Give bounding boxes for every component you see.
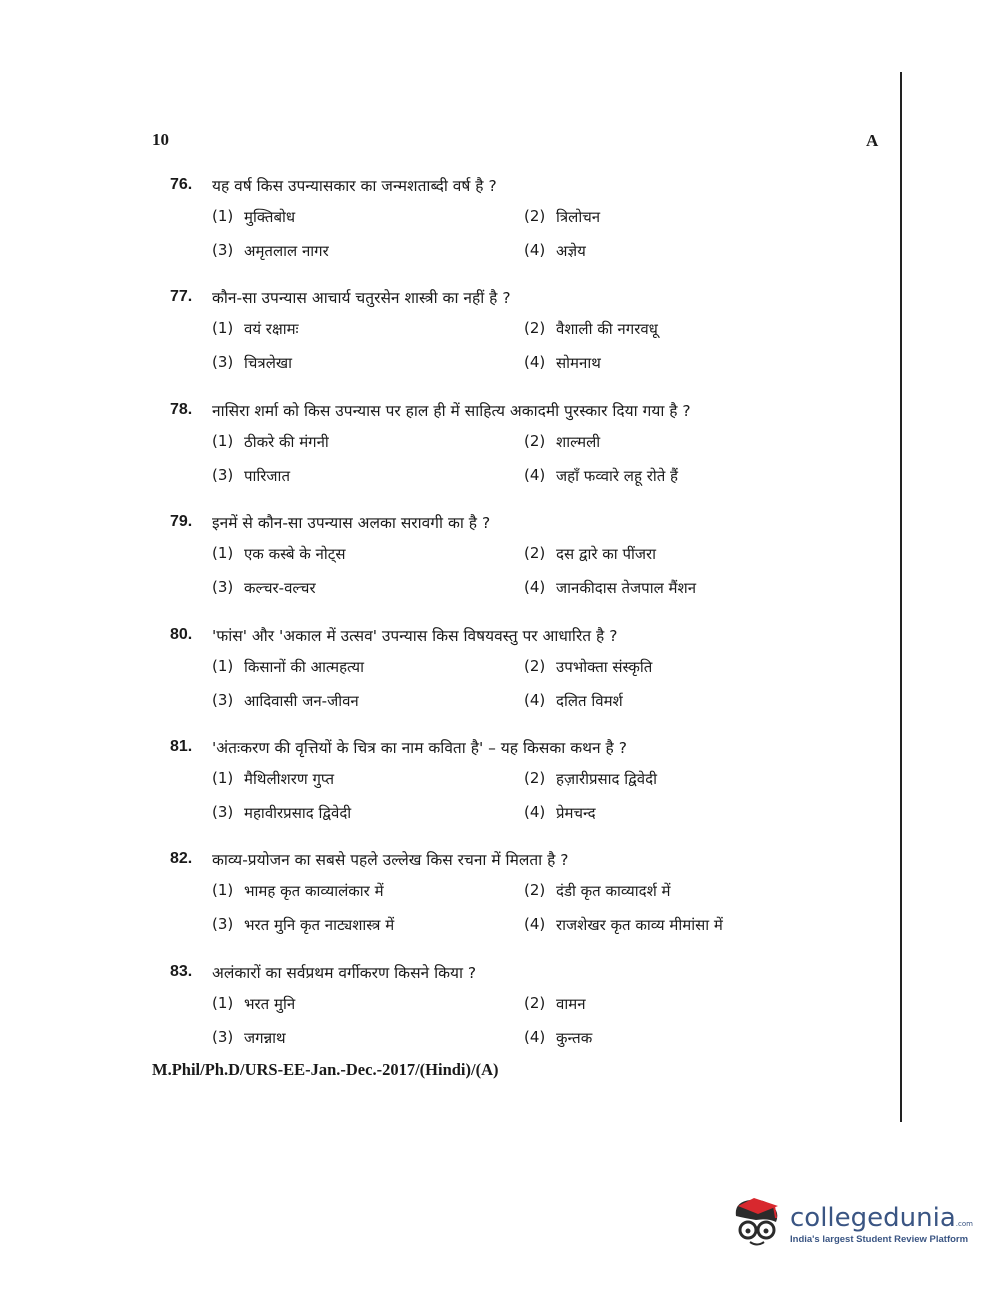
option-number: (4) xyxy=(524,1027,546,1046)
option xyxy=(524,319,658,339)
question-text: यह वर्ष किस उपन्यासकार का जन्मशताब्दी वर्ष है ? xyxy=(212,177,497,195)
option-text: वामन xyxy=(556,994,586,1013)
option-text: किसानों की आत्महत्या xyxy=(244,657,364,676)
option-text: वयं रक्षामः xyxy=(244,320,299,339)
option-text: त्रिलोचन xyxy=(556,208,601,226)
option xyxy=(212,319,524,339)
option-number: (4) xyxy=(524,915,546,934)
question-number: 79. xyxy=(170,513,193,531)
option-text: पारिजात xyxy=(244,466,290,485)
option-text: उपभोक्ता संस्कृति xyxy=(556,657,653,676)
question-text: इनमें से कौन-सा उपन्यास अलका सरावगी का है ? xyxy=(212,514,491,533)
option xyxy=(212,915,524,935)
option xyxy=(212,657,524,677)
option xyxy=(212,994,524,1014)
option-text: दस द्वारे का पींजरा xyxy=(556,545,657,564)
question-item xyxy=(170,844,870,956)
option-number: (3) xyxy=(212,915,234,934)
option-number: (1) xyxy=(212,319,234,338)
option xyxy=(524,578,696,598)
question-item xyxy=(170,170,870,282)
option-text: दलित विमर्श xyxy=(556,691,623,710)
option-text: भामह कृत काव्यालंकार में xyxy=(244,882,384,901)
option xyxy=(524,241,586,261)
option xyxy=(524,915,723,935)
option xyxy=(524,432,600,452)
option-number: (2) xyxy=(524,881,546,900)
paper-code: M.Phil/Ph.D/URS-EE-Jan.-Dec.-2017/(Hindi)/(A) xyxy=(152,1060,499,1079)
brand-name: collegedunia xyxy=(790,1202,956,1233)
option-number: (1) xyxy=(212,544,234,563)
option xyxy=(212,241,524,261)
option xyxy=(212,881,524,901)
margin-rule xyxy=(900,72,902,1122)
option-number: (2) xyxy=(524,319,546,338)
collegedunia-watermark xyxy=(728,1196,973,1252)
option xyxy=(524,353,601,373)
option-number: (4) xyxy=(524,690,546,709)
option-text: मुक्तिबोध xyxy=(244,208,296,226)
question-text: कौन-सा उपन्यास आचार्य चतुरसेन शास्त्री का नहीं है ? xyxy=(212,289,511,308)
option-text: वैशाली की नगरवधू xyxy=(556,320,658,339)
question-text: 'अंतःकरण की वृत्तियों के चित्र का नाम कविता है' – यह किसका कथन है ? xyxy=(212,738,627,757)
option-text: महावीरप्रसाद द्विवेदी xyxy=(244,803,352,822)
option xyxy=(524,994,586,1014)
option-number: (1) xyxy=(212,993,234,1012)
question-list xyxy=(170,170,870,1069)
question-number: 82. xyxy=(170,850,193,868)
option xyxy=(524,881,671,901)
option xyxy=(212,353,524,373)
option-number: (2) xyxy=(524,768,546,787)
option-number: (2) xyxy=(524,207,546,225)
question-text: अलंकारों का सर्वप्रथम वर्गीकरण किसने किया ? xyxy=(212,963,477,982)
option xyxy=(524,803,596,823)
option-text: शाल्मली xyxy=(556,432,601,451)
option-text: एक कस्बे के नोट्स xyxy=(244,545,346,564)
option-number: (4) xyxy=(524,465,546,484)
option xyxy=(212,1028,524,1048)
option xyxy=(212,691,524,711)
option-text: भरत मुनि कृत नाट्यशास्त्र में xyxy=(244,916,395,935)
option-number: (4) xyxy=(524,578,546,597)
option xyxy=(212,544,524,564)
option-number: (1) xyxy=(212,881,234,900)
question-number: 78. xyxy=(170,400,193,418)
option-text: भरत मुनि xyxy=(244,994,296,1013)
option xyxy=(524,466,678,486)
question-item xyxy=(170,282,870,394)
option xyxy=(524,544,656,564)
option-number: (3) xyxy=(212,1027,234,1046)
option xyxy=(524,691,623,711)
option-number: (4) xyxy=(524,353,546,372)
option-text: मैथिलीशरण गुप्त xyxy=(244,769,335,788)
mascot-icon xyxy=(728,1196,784,1252)
option-text: कल्चर-वल्चर xyxy=(244,579,316,598)
option-number: (1) xyxy=(212,656,234,675)
question-item xyxy=(170,732,870,844)
option xyxy=(524,207,600,227)
option-text: दंडी कृत काव्यादर्श में xyxy=(556,882,671,901)
question-item xyxy=(170,957,870,1069)
option-number: (3) xyxy=(212,353,234,372)
option-text: सोमनाथ xyxy=(556,354,601,373)
option xyxy=(524,769,657,789)
option xyxy=(212,207,524,227)
option-text: अमृतलाल नागर xyxy=(244,242,329,260)
question-item xyxy=(170,620,870,732)
brand-domain: .com xyxy=(955,1219,973,1228)
option-text: आदिवासी जन-जीवन xyxy=(244,691,359,710)
brand-tagline: India's largest Student Review Platform xyxy=(790,1233,969,1245)
option-number: (2) xyxy=(524,993,546,1012)
option-text: ठीकरे की मंगनी xyxy=(244,432,329,451)
question-text: काव्य-प्रयोजन का सबसे पहले उल्लेख किस रचना में मिलता है ? xyxy=(212,851,569,870)
option-text: कुन्तक xyxy=(556,1028,593,1047)
page-number: 10 xyxy=(152,130,169,149)
option-text: राजशेखर कृत काव्य मीमांसा में xyxy=(556,916,723,935)
option xyxy=(524,657,652,677)
option-text: जगन्नाथ xyxy=(244,1028,286,1047)
question-text: 'फांस' और 'अकाल में उत्सव' उपन्यास किस विषयवस्तु पर आधारित है ? xyxy=(212,626,618,645)
option-text: अज्ञेय xyxy=(556,242,586,260)
option-text: प्रेमचन्द xyxy=(556,803,596,822)
option-number: (4) xyxy=(524,802,546,821)
option xyxy=(212,769,524,789)
option xyxy=(212,466,524,486)
option-text: हज़ारीप्रसाद द्विवेदी xyxy=(556,769,657,788)
option-number: (2) xyxy=(524,656,546,675)
option-number: (2) xyxy=(524,544,546,563)
option-number: (4) xyxy=(524,241,546,259)
question-item xyxy=(170,507,870,619)
option-number: (1) xyxy=(212,768,234,787)
question-number: 83. xyxy=(170,962,193,980)
option xyxy=(212,578,524,598)
option-number: (1) xyxy=(212,431,234,450)
question-text: नासिरा शर्मा को किस उपन्यास पर हाल ही में साहित्य अकादमी पुरस्कार दिया गया है ? xyxy=(212,401,691,420)
option xyxy=(212,432,524,452)
option-number: (3) xyxy=(212,465,234,484)
option xyxy=(524,1028,592,1048)
option-number: (3) xyxy=(212,802,234,821)
question-set-code: A xyxy=(866,131,879,150)
question-number: 80. xyxy=(170,625,193,643)
option-text: चित्रलेखा xyxy=(244,354,293,373)
option-text: जहाँ फव्वारे लहू रोते हैं xyxy=(556,466,679,485)
option-number: (3) xyxy=(212,241,234,259)
option xyxy=(212,803,524,823)
option-text: जानकीदास तेजपाल मैंशन xyxy=(556,579,697,598)
option-number: (1) xyxy=(212,207,234,225)
question-number: 76. xyxy=(170,176,193,193)
option-number: (2) xyxy=(524,431,546,450)
option-number: (3) xyxy=(212,578,234,597)
question-number: 77. xyxy=(170,288,193,306)
option-number: (3) xyxy=(212,690,234,709)
question-item xyxy=(170,395,870,507)
question-number: 81. xyxy=(170,737,193,755)
